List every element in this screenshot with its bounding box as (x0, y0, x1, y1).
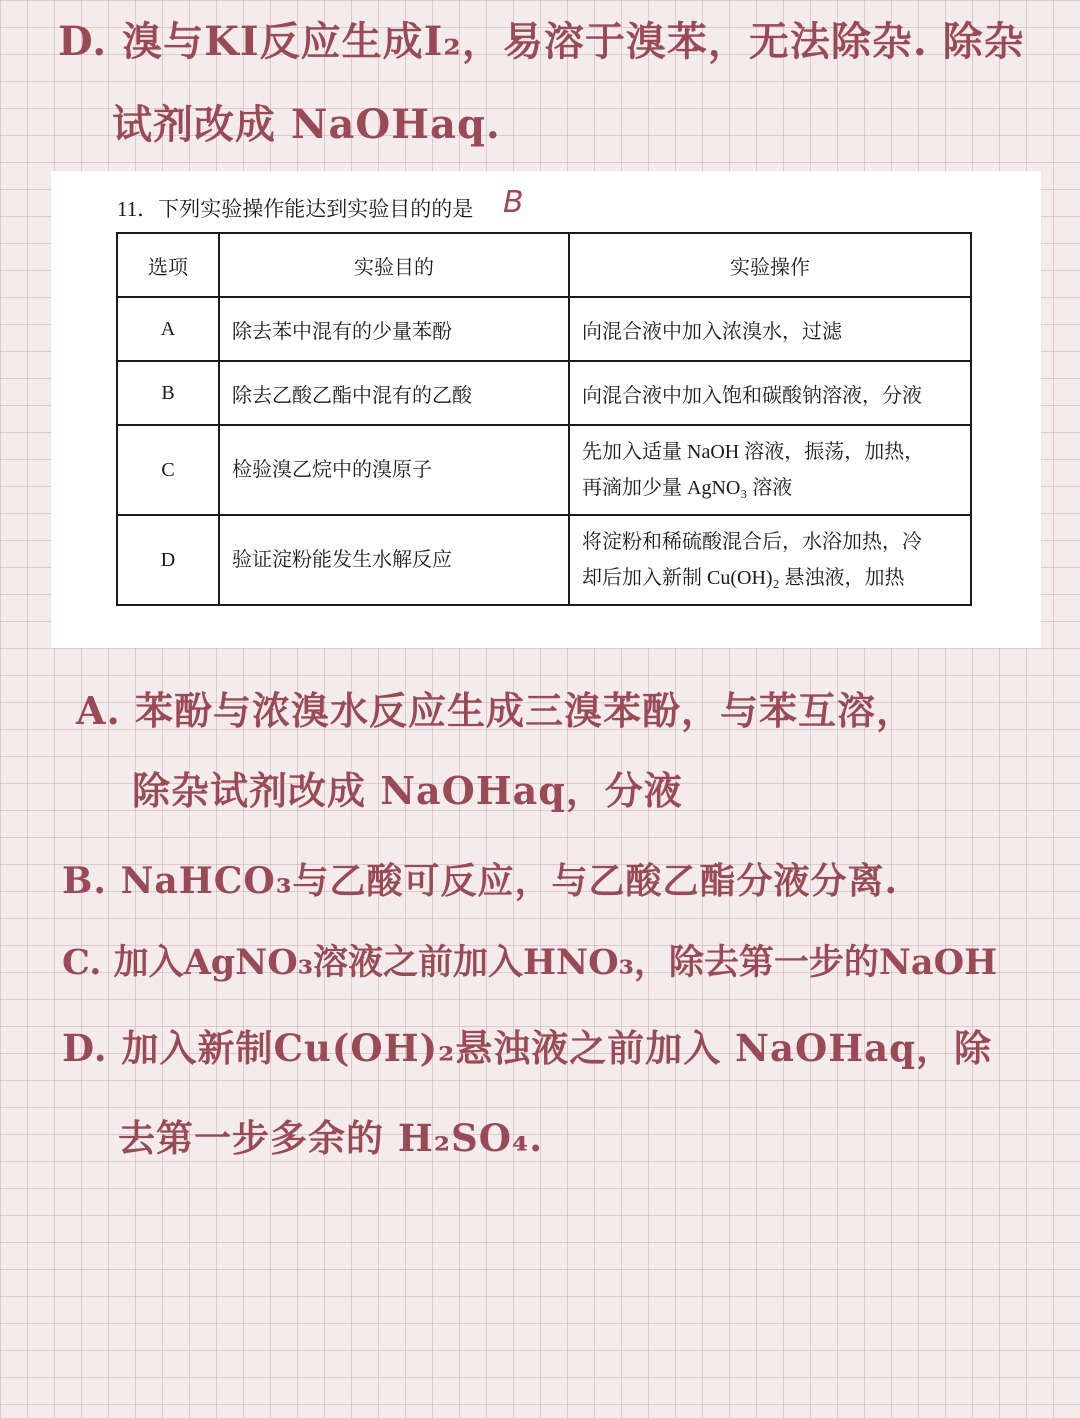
goal-cell: 检验溴乙烷中的溴原子 (219, 425, 569, 515)
table-row (117, 515, 971, 605)
option-label: C (117, 425, 219, 515)
handwritten-note-a-1: A. 苯酚与浓溴水反应生成三溴苯酚，与苯互溶， (76, 688, 915, 733)
operation-cell (569, 515, 971, 605)
goal-cell: 除去苯中混有的少量苯酚 (219, 297, 569, 361)
header-option: 选项 (117, 233, 219, 297)
table-row (117, 297, 971, 361)
handwritten-note-c: C. 加入AgNO₃溶液之前加入HNO₃，除去第一步的NaOH (62, 942, 998, 983)
header-goal: 实验目的 (219, 233, 569, 297)
question-table (116, 232, 972, 606)
handwritten-note-top-1: D. 溴与KI反应生成I₂，易溶于溴苯，无法除杂. 除杂 (58, 18, 1025, 65)
answer-mark: B (503, 185, 524, 220)
handwritten-note-d-2: 去第一步多余的 H₂SO₄. (118, 1116, 544, 1160)
operation-cell (569, 425, 971, 515)
operation-cell (569, 297, 971, 361)
operation-cell (569, 361, 971, 425)
handwritten-note-b: B. NaHCO₃与乙酸可反应，与乙酸乙酯分液分离. (62, 860, 899, 902)
goal-cell: 除去乙酸乙酯中混有的乙酸 (219, 361, 569, 425)
handwritten-note-top-2: 试剂改成 NaOHaq. (112, 101, 501, 148)
table-row (117, 425, 971, 515)
handwritten-note-d-1: D. 加入新制Cu(OH)₂悬浊液之前加入 NaOHaq，除 (62, 1026, 992, 1070)
question-card (51, 171, 1041, 648)
option-label: B (117, 361, 219, 425)
goal-cell: 验证淀粉能发生水解反应 (219, 515, 569, 605)
table-header-row (117, 233, 971, 297)
handwritten-note-a-2: 除杂试剂改成 NaOHaq，分液 (132, 768, 683, 813)
operation-text-line2: 却后加入新制 Cu(OH)₂ 悬浊液，加热 (582, 567, 905, 589)
operation-text-line1: 将淀粉和稀硫酸混合后，水浴加热，冷 (582, 531, 922, 553)
operation-text: 向混合液中加入浓溴水，过滤 (582, 320, 842, 343)
option-label: A (117, 297, 219, 361)
header-operation: 实验操作 (569, 233, 971, 297)
operation-text: 向混合液中加入饱和碳酸钠溶液，分液 (582, 384, 922, 407)
table-row (117, 361, 971, 425)
operation-text-line1: 先加入适量 NaOH 溶液，振荡，加热， (582, 441, 925, 463)
option-label: D (117, 515, 219, 605)
question-title: 11．下列实验操作能达到实验目的的是 (117, 197, 474, 221)
operation-text-line2: 再滴加少量 AgNO₃ 溶液 (582, 477, 793, 499)
